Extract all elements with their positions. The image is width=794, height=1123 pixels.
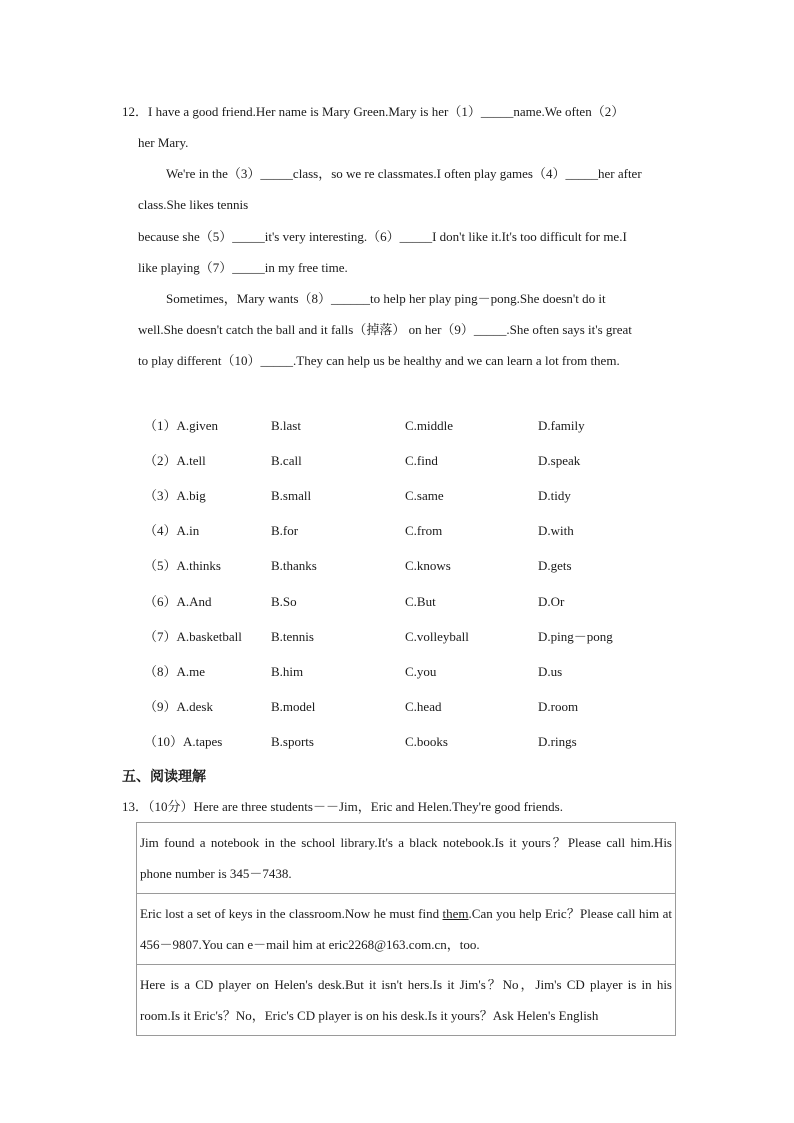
question-13-intro: 13．（10分）Here are three students－－Jim，Eric and Helen.They're good friends. bbox=[122, 799, 563, 814]
option-b[interactable]: B.him bbox=[271, 664, 304, 679]
option-a[interactable]: （8）A.me bbox=[144, 664, 206, 679]
option-row bbox=[144, 663, 684, 681]
option-d[interactable]: D.us bbox=[538, 664, 563, 679]
notice-helen: Here is a CD player on Helen's desk.But it isn't hers.Is it Jim's？No，Jim's CD player is in his room.Is it Eric's？No，Eric's CD player is on his desk.Is it yours？Ask Helen's English bbox=[137, 965, 676, 1036]
option-a[interactable]: （1）A.given bbox=[144, 418, 219, 433]
option-d[interactable]: D.tidy bbox=[538, 488, 571, 503]
option-d[interactable]: D.rings bbox=[538, 734, 577, 749]
option-row bbox=[144, 698, 684, 716]
option-a[interactable]: （3）A.big bbox=[144, 488, 206, 503]
option-d[interactable]: D.room bbox=[538, 699, 579, 714]
notice-eric-text-cont: .Can you help Eric？Please call him at 456－9807.You can e－mail him at eric2268@163.com.cn，too. bbox=[140, 906, 672, 952]
notice-eric bbox=[137, 894, 676, 965]
section-heading: 五、阅读理解 bbox=[122, 769, 206, 785]
option-c[interactable]: C.from bbox=[405, 523, 443, 538]
notice-jim: Jim found a notebook in the school library.It's a black notebook.Is it yours？Please call him.His phone number is 345－7438. bbox=[137, 823, 676, 894]
option-b[interactable]: B.tennis bbox=[271, 629, 314, 644]
option-row bbox=[144, 487, 684, 505]
option-b[interactable]: B.for bbox=[271, 523, 299, 538]
option-d[interactable]: D.with bbox=[538, 523, 574, 538]
passage-line-8: well.She doesn't catch the ball and it falls（掉落） on her（9）_____.She often says it's great bbox=[138, 322, 632, 337]
option-a[interactable]: （5）A.thinks bbox=[144, 558, 221, 573]
passage-line-7: Sometimes，Mary wants（8）______to help her play ping－pong.She doesn't do it bbox=[166, 291, 606, 306]
option-b[interactable]: B.sports bbox=[271, 734, 314, 749]
option-c[interactable]: C.same bbox=[405, 488, 444, 503]
option-row bbox=[144, 557, 684, 575]
notice-table bbox=[136, 822, 676, 1036]
option-b[interactable]: B.So bbox=[271, 594, 297, 609]
option-d[interactable]: D.speak bbox=[538, 453, 581, 468]
passage-line-3: We're in the（3）_____class，so we re classmates.I often play games（4）_____her after bbox=[166, 166, 642, 181]
option-a[interactable]: （2）A.tell bbox=[144, 453, 206, 468]
option-row bbox=[144, 452, 684, 470]
table-row bbox=[137, 823, 676, 894]
option-b[interactable]: B.call bbox=[271, 453, 302, 468]
option-c[interactable]: C.head bbox=[405, 699, 442, 714]
table-row bbox=[137, 965, 676, 1036]
underlined-word: them bbox=[442, 906, 469, 921]
passage-line-4: class.She likes tennis bbox=[138, 197, 249, 212]
option-a[interactable]: （10）A.tapes bbox=[144, 734, 223, 749]
option-d[interactable]: D.ping－pong bbox=[538, 629, 613, 644]
passage-line-9: to play different（10）_____.They can help us be healthy and we can learn a lot from them. bbox=[138, 353, 620, 368]
table-row bbox=[137, 894, 676, 965]
option-row bbox=[144, 733, 684, 751]
option-row bbox=[144, 628, 684, 646]
option-c[interactable]: C.you bbox=[405, 664, 437, 679]
option-a[interactable]: （4）A.in bbox=[144, 523, 200, 538]
option-row bbox=[144, 593, 684, 611]
option-row bbox=[144, 522, 684, 540]
option-a[interactable]: （9）A.desk bbox=[144, 699, 213, 714]
option-a[interactable]: （7）A.basketball bbox=[144, 629, 242, 644]
option-d[interactable]: D.gets bbox=[538, 558, 572, 573]
option-a[interactable]: （6）A.And bbox=[144, 594, 212, 609]
option-c[interactable]: C.middle bbox=[405, 418, 454, 433]
passage-line-1: 12．I have a good friend.Her name is Mary Green.Mary is her（1）_____name.We often（2） bbox=[122, 104, 625, 119]
option-d[interactable]: D.family bbox=[538, 418, 585, 433]
option-b[interactable]: B.small bbox=[271, 488, 312, 503]
option-d[interactable]: D.Or bbox=[538, 594, 565, 609]
option-row bbox=[144, 417, 684, 435]
passage-line-2: her Mary. bbox=[138, 135, 189, 150]
option-c[interactable]: C.But bbox=[405, 594, 436, 609]
notice-eric-text: Eric lost a set of keys in the classroom.Now he must find bbox=[140, 906, 443, 921]
option-c[interactable]: C.books bbox=[405, 734, 448, 749]
option-c[interactable]: C.volleyball bbox=[405, 629, 469, 644]
passage-line-5: because she（5）_____it's very interesting.（6）_____I don't like it.It's too difficult for me.I bbox=[138, 229, 627, 244]
option-b[interactable]: B.thanks bbox=[271, 558, 317, 573]
option-b[interactable]: B.model bbox=[271, 699, 316, 714]
passage-line-6: like playing（7）_____in my free time. bbox=[138, 260, 348, 275]
option-b[interactable]: B.last bbox=[271, 418, 301, 433]
option-c[interactable]: C.knows bbox=[405, 558, 451, 573]
option-c[interactable]: C.find bbox=[405, 453, 438, 468]
